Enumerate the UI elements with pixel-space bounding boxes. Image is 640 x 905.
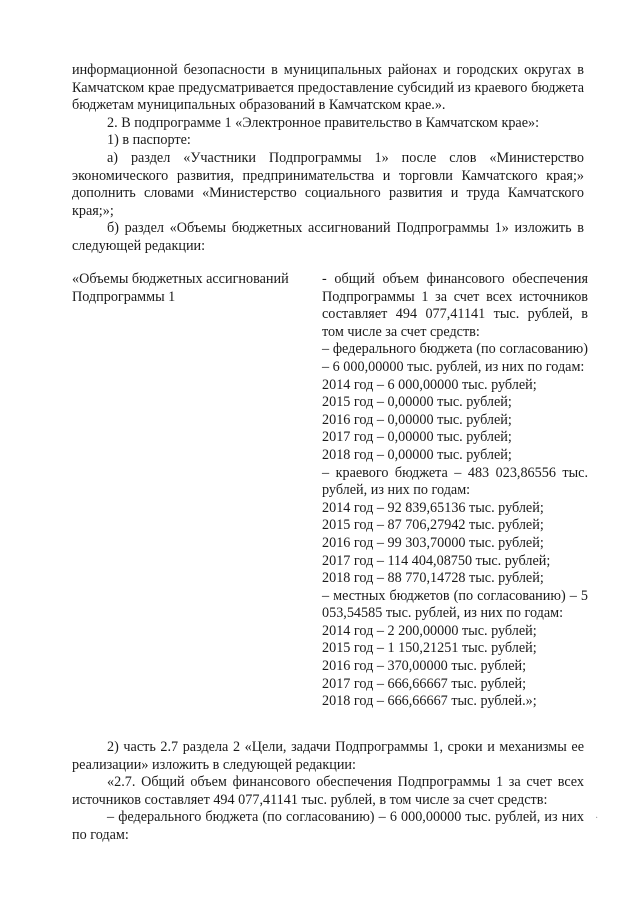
paragraph: – федерального бюджета (по согласованию) – 6 000,00000 тыс. рублей, из них по годам: (72, 809, 584, 843)
federal-year-line: 2014 год – 6 000,00000 тыс. рублей; (322, 376, 537, 393)
paragraph: 2) часть 2.7 раздела 2 «Цели, задачи Подпрограммы 1, сроки и механизмы ее реализации» изложить в следующей редакции: (72, 739, 584, 773)
paragraph: «2.7. Общий объем финансового обеспечения Подпрограммы 1 за счет всех источников составляет 494 077,41141 тыс. рублей, в том числе за счет средств: (72, 774, 584, 808)
paragraph: а) раздел «Участники Подпрограммы 1» после слов «Министерство экономического развития, предпринимательства и торговли Камчатского края;» дополнить словами «Министерство социального развития и труда Камчатского края;»; (72, 149, 584, 219)
margin-mark: · (595, 813, 599, 824)
table-left-cell (72, 271, 302, 306)
intro-section (72, 62, 584, 256)
table-label: «Объемы бюджетных ассигнований Подпрограммы 1 (72, 271, 289, 305)
federal-year-line: 2016 год – 0,00000 тыс. рублей; (322, 411, 512, 428)
local-heading: – местных бюджетов (по согласованию) – 5 053,54585 тыс. рублей, из них по годам: (322, 587, 588, 622)
federal-heading: – федерального бюджета (по согласованию) – 6 000,00000 тыс. рублей, из них по годам: (322, 341, 588, 375)
funding-total: - общий объем финансового обеспечения Подпрограммы 1 за счет всех источников составляет 494 077,41141 тыс. рублей, в том числе за счет средств: (322, 271, 588, 340)
federal-year-line: 2017 год – 0,00000 тыс. рублей; (322, 429, 512, 446)
local-year-line: 2014 год – 2 200,00000 тыс. рублей; (322, 622, 537, 639)
regional-year-line: 2015 год – 87 706,27942 тыс. рублей; (322, 517, 544, 534)
table-right-cell (322, 271, 588, 711)
outro-section (72, 739, 584, 845)
federal-year-line: 2015 год – 0,00000 тыс. рублей; (322, 394, 512, 411)
paragraph: информационной безопасности в муниципальных районах и городских округах в Камчатском крае предусматривается предоставление субсидий из краевого бюджета бюджетам муниципальных образований в Камчатском крае.». (72, 62, 584, 114)
regional-year-line: 2018 год – 88 770,14728 тыс. рублей; (322, 570, 544, 587)
regional-year-line: 2016 год – 99 303,70000 тыс. рублей; (322, 534, 544, 551)
local-year-line: 2018 год – 666,66667 тыс. рублей.»; (322, 693, 537, 710)
local-year-line: 2015 год – 1 150,21251 тыс. рублей; (322, 640, 537, 657)
paragraph: 2. В подпрограмме 1 «Электронное правительство в Камчатском крае»: (107, 114, 540, 131)
paragraph: б) раздел «Объемы бюджетных ассигнований Подпрограммы 1» изложить в следующей редакции: (72, 220, 584, 254)
local-year-line: 2016 год – 370,00000 тыс. рублей; (322, 658, 527, 675)
federal-year-line: 2018 год – 0,00000 тыс. рублей; (322, 446, 512, 463)
paragraph: 1) в паспорте: (107, 132, 191, 149)
regional-heading: – краевого бюджета – 483 023,86556 тыс. рублей, из них по годам: (322, 464, 588, 499)
regional-year-line: 2017 год – 114 404,08750 тыс. рублей; (322, 552, 551, 569)
regional-year-line: 2014 год – 92 839,65136 тыс. рублей; (322, 499, 544, 516)
local-year-line: 2017 год – 666,66667 тыс. рублей; (322, 675, 527, 692)
